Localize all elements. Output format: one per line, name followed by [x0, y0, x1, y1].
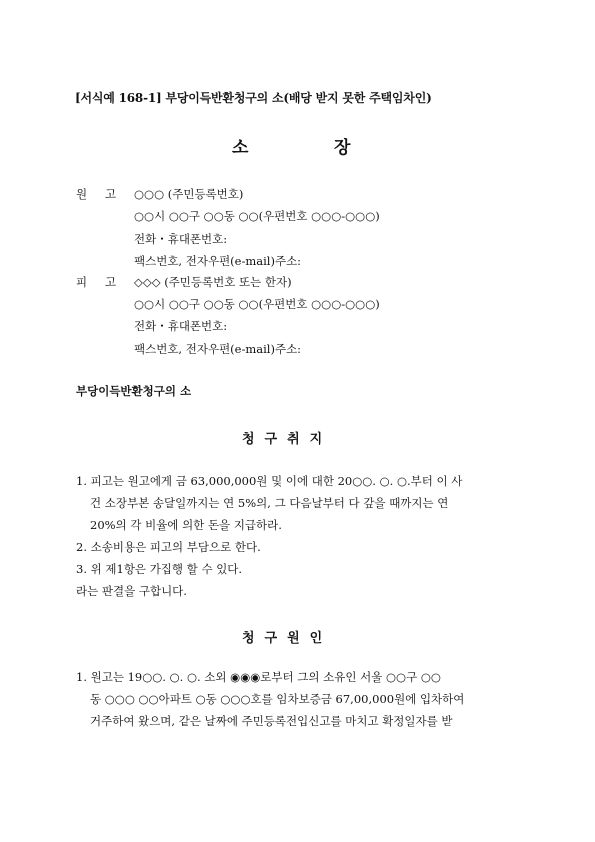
plaintiff-label-1: 원	[76, 187, 88, 201]
plaintiff-fax-email: 팩스번호, 전자우편(e-mail)주소:	[134, 254, 302, 268]
claim-cause-heading: 청구원인	[242, 631, 333, 646]
case-name: 부당이득반환청구의 소	[76, 384, 192, 398]
claim-cause-item1-line1: 1. 원고는 19○○. ○. ○. 소외 ◉◉◉로부터 그의 소유인 서울 ○○구 ○○	[76, 670, 441, 684]
form-header: [서식예 168-1] 부당이득반환청구의 소(배당 받지 못한 주택임차인)	[75, 91, 432, 105]
defendant-label-1: 피	[76, 275, 88, 289]
document-title-left: 소	[232, 138, 249, 158]
plaintiff-name: ○○○ (주민등록번호)	[134, 187, 244, 201]
defendant-phone: 전화・휴대폰번호:	[134, 319, 228, 333]
claim-purpose-item1-line3: 20%의 각 비율에 의한 돈을 지급하라.	[90, 518, 282, 532]
claim-purpose-item1-line1: 1. 피고는 원고에게 금 63,000,000원 및 이에 대한 20○○. ○. ○.부터 이 사	[76, 474, 463, 488]
claim-purpose-item2: 2. 소송비용은 피고의 부담으로 한다.	[76, 540, 261, 554]
claim-purpose-item3: 3. 위 제1항은 가집행 할 수 있다.	[76, 562, 243, 576]
plaintiff-address: ○○시 ○○구 ○○동 ○○(우편번호 ○○○-○○○)	[134, 209, 380, 223]
plaintiff-label-2: 고	[105, 187, 117, 201]
defendant-name: ◇◇◇ (주민등록번호 또는 한자)	[134, 275, 292, 289]
plaintiff-phone: 전화・휴대폰번호:	[134, 232, 228, 246]
defendant-label-2: 고	[105, 275, 117, 289]
claim-cause-item1-line3: 거주하여 왔으며, 같은 날짜에 주민등록전입신고를 마치고 확정일자를 받	[90, 714, 453, 728]
document-title-right: 장	[334, 138, 351, 158]
claim-purpose-item1-line2: 건 소장부본 송달일까지는 연 5%의, 그 다음날부터 다 갚을 때까지는 연	[90, 496, 449, 510]
defendant-address: ○○시 ○○구 ○○동 ○○(우편번호 ○○○-○○○)	[134, 297, 380, 311]
defendant-fax-email: 팩스번호, 전자우편(e-mail)주소:	[134, 342, 302, 356]
claim-cause-item1-line2: 동 ○○○ ○○아파트 ○동 ○○○호를 임차보증금 67,00,000원에 입차하여	[90, 692, 465, 706]
claim-purpose-closing: 라는 판결을 구합니다.	[76, 584, 187, 598]
claim-purpose-heading: 청구취지	[242, 432, 333, 447]
